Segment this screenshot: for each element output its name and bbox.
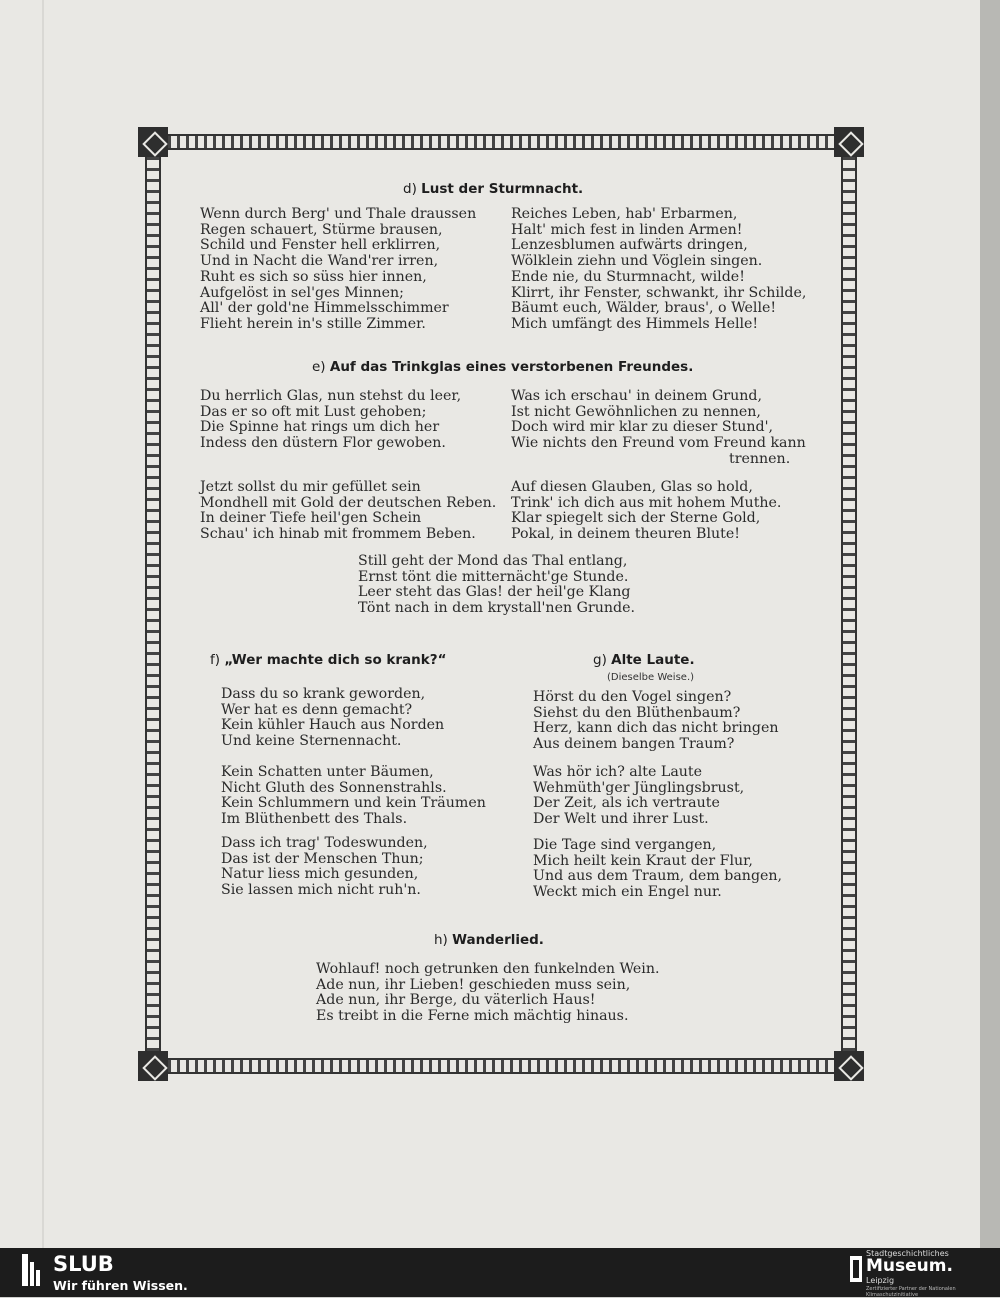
poem-line: Der Welt und ihrer Lust. — [533, 811, 709, 828]
poem-line: Klar spiegelt sich der Sterne Gold, — [511, 510, 761, 527]
poem-line: Bäumt euch, Wälder, braus', o Welle! — [511, 300, 777, 317]
corner-ornament-icon — [138, 1051, 168, 1081]
poem-e-right-stanza-1 — [511, 389, 806, 468]
poem-line: Wie nichts den Freund vom Freund kann — [511, 435, 806, 452]
poem-line: Dass du so krank geworden, — [221, 686, 426, 702]
poem-line: Ade nun, ihr Lieben! geschieden muss sein, — [316, 976, 631, 993]
poem-line: Das ist der Menschen Thun; — [221, 850, 424, 867]
page-fold — [42, 0, 44, 1248]
poem-line: Schau' ich hinab mit frommem Beben. — [200, 526, 476, 543]
poem-line: Und aus dem Traum, dem bangen, — [533, 868, 783, 885]
poem-f-heading — [210, 652, 446, 668]
museum-city: Leipzig — [866, 1276, 895, 1285]
poem-d-left — [200, 207, 476, 333]
poem-line: Klirrt, ihr Fenster, schwankt, ihr Schilde, — [511, 284, 807, 301]
poem-line: Kein kühler Hauch aus Norden — [221, 717, 445, 734]
poem-line: Hörst du den Vogel singen? — [533, 689, 732, 705]
poem-line: Auf diesen Glauben, Glas so hold, — [511, 479, 753, 495]
poem-line: Du herrlich Glas, nun stehst du leer, — [200, 388, 462, 404]
poem-line: Lenzesblumen aufwärts dringen, — [511, 237, 748, 254]
page-edge — [980, 0, 1000, 1248]
poem-line: Die Tage sind vergangen, — [533, 837, 717, 853]
poem-h-heading — [434, 932, 544, 948]
poem-line: Mich umfängt des Himmels Helle! — [511, 315, 759, 332]
museum-name[interactable]: Museum. — [866, 1256, 953, 1276]
corner-ornament-icon — [834, 1051, 864, 1081]
poem-line: Leer steht das Glas! der heil'ge Klang — [358, 584, 631, 601]
poem-line: In deiner Tiefe heil'gen Schein — [200, 510, 422, 527]
slub-name[interactable]: SLUB — [53, 1252, 114, 1276]
poem-g-stanza-1 — [533, 690, 779, 753]
poem-d-title: Lust der Sturmnacht. — [421, 181, 584, 197]
poem-line: Regen schauert, Stürme brausen, — [200, 221, 443, 238]
museum-note: Zertifizierter Partner der Nationalen Klimaschutzinitiative — [866, 1286, 956, 1298]
poem-f-stanza-2 — [221, 765, 486, 828]
poem-line: Ade nun, ihr Berge, du väterlich Haus! — [316, 992, 596, 1009]
poem-line: Reiches Leben, hab' Erbarmen, — [511, 206, 738, 222]
poem-g-label: g) — [593, 652, 607, 668]
poem-line: Natur liess mich gesunden, — [221, 866, 419, 883]
poem-line: Trink' ich dich aus mit hohem Muthe. — [511, 494, 782, 511]
poem-g-heading — [593, 652, 695, 668]
poem-e-left-stanza-2 — [200, 480, 496, 543]
poem-line: Mich heilt kein Kraut der Flur, — [533, 852, 753, 869]
poem-line: Wehmüth'ger Jünglingsbrust, — [533, 779, 745, 796]
poem-h-stanza — [316, 962, 660, 1025]
poem-f-title: „Wer machte dich so krank?“ — [224, 652, 447, 668]
poem-line: Indess den düstern Flor gewoben. — [200, 435, 446, 452]
poem-line: Aus deinem bangen Traum? — [533, 736, 735, 753]
border-bottom — [168, 1058, 834, 1074]
border-right — [841, 157, 857, 1051]
poem-f-label: f) — [210, 652, 221, 668]
poem-line: Jetzt sollst du mir gefüllet sein — [200, 479, 421, 495]
poem-e-final-stanza — [358, 554, 635, 617]
poem-e-right-stanza-2 — [511, 480, 781, 543]
museum-prefix: Stadtgeschichtliches — [866, 1249, 949, 1258]
poem-line: Doch wird mir klar zu dieser Stund', — [511, 419, 774, 436]
poem-line: Herz, kann dich das nicht bringen — [533, 720, 779, 737]
poem-line: Still geht der Mond das Thal entlang, — [358, 553, 628, 569]
poem-line: Dass ich trag' Todeswunden, — [221, 835, 428, 851]
poem-line: trennen. — [729, 450, 791, 467]
poem-line: Aufgelöst in sel'ges Minnen; — [200, 284, 404, 301]
poem-line: Ist nicht Gewöhnlichen zu nennen, — [511, 403, 761, 420]
museum-logo-icon — [850, 1256, 862, 1282]
poem-e-label: e) — [312, 359, 326, 375]
slub-logo-icon[interactable] — [22, 1254, 40, 1286]
poem-g-title: Alte Laute. — [611, 652, 695, 668]
poem-line: All' der gold'ne Himmelsschimmer — [200, 300, 449, 317]
poem-line: Die Spinne hat rings um dich her — [200, 419, 440, 436]
poem-line: Schild und Fenster hell erklirren, — [200, 237, 441, 254]
poem-line: Wohlauf! noch getrunken den funkelnden Wein. — [316, 961, 660, 977]
poem-line: Ruht es sich so süss hier innen, — [200, 268, 427, 285]
poem-g-subtitle: (Dieselbe Weise.) — [607, 672, 695, 683]
poem-g-stanza-2 — [533, 765, 744, 828]
poem-line: Nicht Gluth des Sonnenstrahls. — [221, 779, 447, 796]
poem-line: Weckt mich ein Engel nur. — [533, 884, 722, 901]
poem-line: Wölklein ziehn und Vöglein singen. — [511, 253, 763, 270]
poem-line: Ernst tönt die mitternächt'ge Stunde. — [358, 568, 629, 585]
poem-line: Pokal, in deinem theuren Blute! — [511, 526, 740, 543]
poem-line: Wenn durch Berg' und Thale draussen — [200, 206, 477, 222]
poem-line: Kein Schatten unter Bäumen, — [221, 764, 434, 780]
poem-line: Und in Nacht die Wand'rer irren, — [200, 253, 439, 270]
poem-e-left-stanza-1 — [200, 389, 461, 452]
poem-g-stanza-3 — [533, 838, 782, 901]
poem-h-label: h) — [434, 932, 448, 948]
poem-line: Siehst du den Blüthenbaum? — [533, 704, 741, 721]
poem-line: Flieht herein in's stille Zimmer. — [200, 315, 426, 332]
poem-line: Was hör ich? alte Laute — [533, 764, 703, 780]
poem-line: Und keine Sternennacht. — [221, 733, 402, 750]
slub-claim: Wir führen Wissen. — [53, 1278, 188, 1293]
border-top — [168, 134, 834, 150]
poem-line: Halt' mich fest in linden Armen! — [511, 221, 743, 238]
poem-d-right — [511, 207, 806, 333]
poem-d-label: d) — [403, 181, 417, 197]
poem-line: Es treibt in die Ferne mich mächtig hinaus. — [316, 1008, 629, 1025]
border-left — [145, 157, 161, 1051]
poem-e-title: Auf das Trinkglas eines verstorbenen Freundes. — [329, 359, 694, 375]
poem-line: Mondhell mit Gold der deutschen Reben. — [200, 494, 497, 511]
corner-ornament-icon — [834, 127, 864, 157]
poem-e-heading — [312, 359, 693, 375]
poem-h-title: Wanderlied. — [452, 932, 544, 948]
poem-line: Kein Schlummern und kein Träumen — [221, 795, 486, 812]
corner-ornament-icon — [138, 127, 168, 157]
poem-line: Im Blüthenbett des Thals. — [221, 811, 408, 828]
poem-line: Der Zeit, als ich vertraute — [533, 795, 720, 812]
poem-line: Was ich erschau' in deinem Grund, — [511, 388, 762, 404]
poem-f-stanza-3 — [221, 836, 428, 899]
poem-f-stanza-1 — [221, 687, 444, 750]
poem-d-heading — [403, 181, 583, 197]
poem-line: Ende nie, du Sturmnacht, wilde! — [511, 268, 745, 285]
poem-line: Tönt nach in dem krystall'nen Grunde. — [358, 600, 635, 617]
poem-line: Wer hat es denn gemacht? — [221, 701, 413, 718]
poem-line: Sie lassen mich nicht ruh'n. — [221, 882, 421, 899]
poem-line: Das er so oft mit Lust gehoben; — [200, 403, 427, 420]
